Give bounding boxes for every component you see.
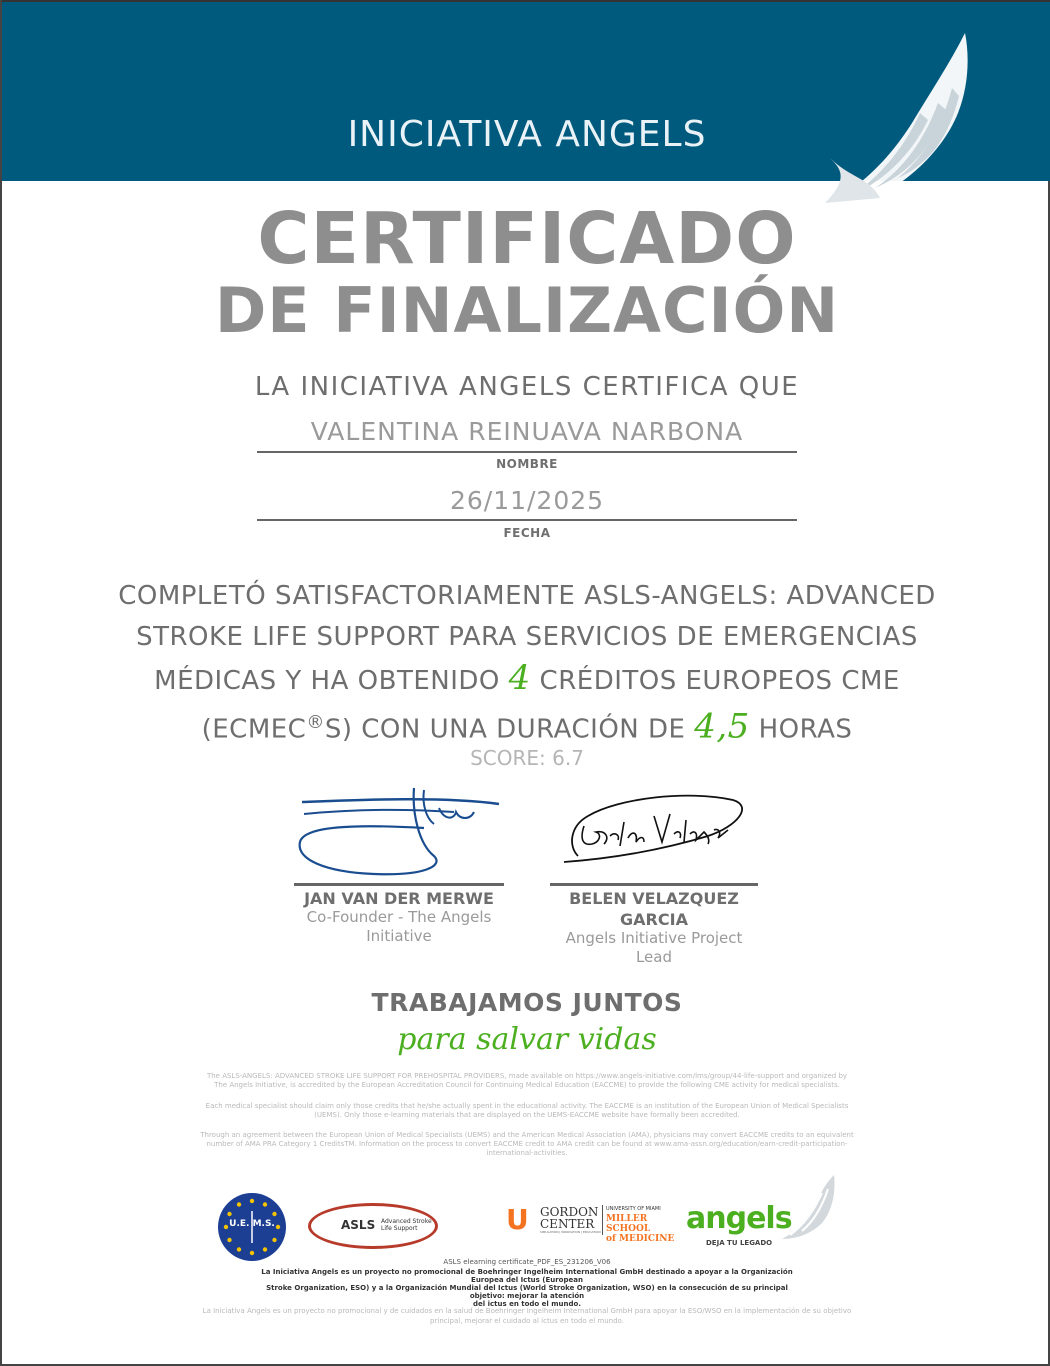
signatory-2-name-line-2: GARCIA [620,910,688,929]
fine-print-1-line-1: The ASLS-ANGELS: ADVANCED STROKE LIFE SUPPORT FOR PREHOSPITAL PROVIDERS, made available on https://www.angels-initiative.com/lms/group/44-life-support and organized by [206,1072,848,1080]
asls-logo-text: ASLS [341,1218,376,1232]
bottom-note-line-2: principal, mejorar el cuidado al ictus en todo el mundo. [430,1317,624,1325]
completion-line-3-post: CRÉDITOS EUROPEOS CME [539,666,900,696]
completion-line-4-post: HORAS [758,714,853,745]
angels-logo [686,1173,846,1253]
date-underline [257,519,797,521]
fine-print-3-line-3: international-activities. [486,1149,568,1157]
signature-belen-velazquez [558,786,748,872]
hours-value: 4,5 [694,706,750,747]
angels-tagline: DEJA TU LEGADO [706,1239,773,1247]
name-underline [257,451,797,453]
header-title: INICIATIVA ANGELS [347,114,707,155]
fine-print-credits [162,1102,892,1120]
fine-print-accreditation [162,1072,892,1090]
fine-print-1-line-2: The Angels Initiative, is accredited by the European Accreditation Council for Continuing Medical Education (EACCME) to provide the following CME activity for medical specialists. [214,1081,840,1089]
boehringer-line-2: Stroke Organization, ESO) y a la Organización Mundial del Ictus (World Stroke Organization, WSO) en la consecución de su principal objetivo: mejorar la atención [266,1284,788,1300]
miami-university-label: UNIVERSITY OF MIAMI [606,1206,661,1212]
angels-wordmark: angels [686,1201,792,1236]
gordon-subtext: SIMULATION | INNOVATION | EDUCATION [540,1230,601,1234]
completion-line-4-mid: S) CON UNA DURACIÓN DE [324,714,686,745]
slogan-script: para salvar vidas [397,1022,657,1057]
name-label: NOMBRE [496,457,558,471]
signatory-2-role-line-2: Lead [635,948,673,966]
signature-jan-van-der-merwe [294,784,504,880]
signatory-2-role [550,929,758,967]
credits-value: 4 [508,658,531,698]
slogan-heading: TRABAJAMOS JUNTOS [371,988,683,1017]
signatory-1-name: JAN VAN DER MERWE [304,889,494,908]
fine-print-3-line-1: Through an agreement between the European Union of Medical Specialists (UEMS) and the American Medical Association (AMA), physicians may convert EACCME credits to an equivalent [200,1131,854,1139]
signatory-1-role-line-1: Co-Founder - The Angels [306,908,492,926]
certificate-subtitle: DE FINALIZACIÓN [214,274,840,347]
signatory-2-role-line-1: Angels Initiative Project [565,929,743,947]
bottom-note-line-1: La Iniciativa Angels es un proyecto no promocional y de cuidados en la salud de Boehringer Ingelheim International GmbH para apoyar la ESO/WSO en la implementación de su objetivo [202,1307,852,1315]
boehringer-statement [257,1268,797,1308]
miller-school-name [606,1214,676,1244]
fine-print-3-line-2: number of AMA PRA Category 1 CreditsTM. Information on the process to convert EACCME credit to AMA credit can be found at www.ama-assn.org/education/earn-credit-participation- [206,1140,848,1148]
signatory-1-role [294,908,504,946]
logo-divider [602,1205,603,1235]
completion-line-4-pre: (ECMEC [201,714,307,745]
gordon-center-logo [506,1203,676,1244]
fine-print-ama [162,1131,892,1158]
asls-logo-subtext [381,1218,432,1232]
uems-logo [218,1193,286,1261]
asls-logo [308,1203,438,1249]
completion-line-3 [42,658,1012,702]
certificate-code: ASLS elearning certificate_PDF_ES_231206_V06 [443,1258,611,1266]
completion-date: 26/11/2025 [449,486,605,515]
certifies-statement: LA INICIATIVA ANGELS CERTIFICA QUE [254,372,800,402]
angel-wing-icon [820,28,980,208]
recipient-name: VALENTINA REINUAVA NARBONA [310,417,744,446]
signatory-2-name [550,888,758,930]
gordon-center-name [540,1206,598,1230]
asls-sub-line-1: Advanced Stroke [381,1218,432,1225]
signature-line-1 [294,883,504,886]
score: SCORE: 6.7 [470,746,584,770]
signatory-2-name-line-1: BELEN VELAZQUEZ [569,889,739,908]
gordon-line-2: CENTER [540,1217,595,1231]
completion-line-3-pre: MÉDICAS Y HA OBTENIDO [154,666,500,696]
gordon-line-1: GORDON [540,1205,599,1219]
uems-logo-text: U.E. M.S. [229,1219,275,1229]
completion-line-1: COMPLETÓ SATISFACTORIAMENTE ASLS-ANGELS: ADVANCED [118,581,936,611]
asls-sub-line-2: Life Support [381,1225,418,1232]
signatory-1-role-line-2: Initiative [366,927,432,945]
boehringer-line-1: La Iniciativa Angels es un proyecto no promocional de Boehringer Ingelheim International GmbH destinado a apoyar a la Organización Europea del Ictus (European [261,1268,793,1284]
fine-print-2-line-2: (UEMS). Only those e-learning materials that are displayed on the UEMS-EACCME website have formally been accredited. [314,1111,740,1119]
signature-line-2 [550,883,758,886]
university-of-miami-u-icon: U [506,1203,529,1236]
miami-line-1: MILLER SCHOOL [606,1214,651,1234]
boehringer-line-3: del ictus en todo el mundo. [473,1300,581,1308]
date-label: FECHA [503,526,551,540]
completion-statement [42,576,1012,751]
fine-print-2-line-1: Each medical specialist should claim only those credits that he/she actually spent in the educational activity. The EACCME is an institution of the European Union of Medical Specialists [205,1102,849,1110]
bottom-note [162,1306,892,1326]
registered-mark: ® [306,712,325,733]
completion-line-2: STROKE LIFE SUPPORT PARA SERVICIOS DE EMERGENCIAS [136,622,918,652]
completion-line-4 [42,702,1012,751]
certificate-title: CERTIFICADO [257,197,797,280]
miami-line-2: of MEDICINE [606,1234,675,1244]
